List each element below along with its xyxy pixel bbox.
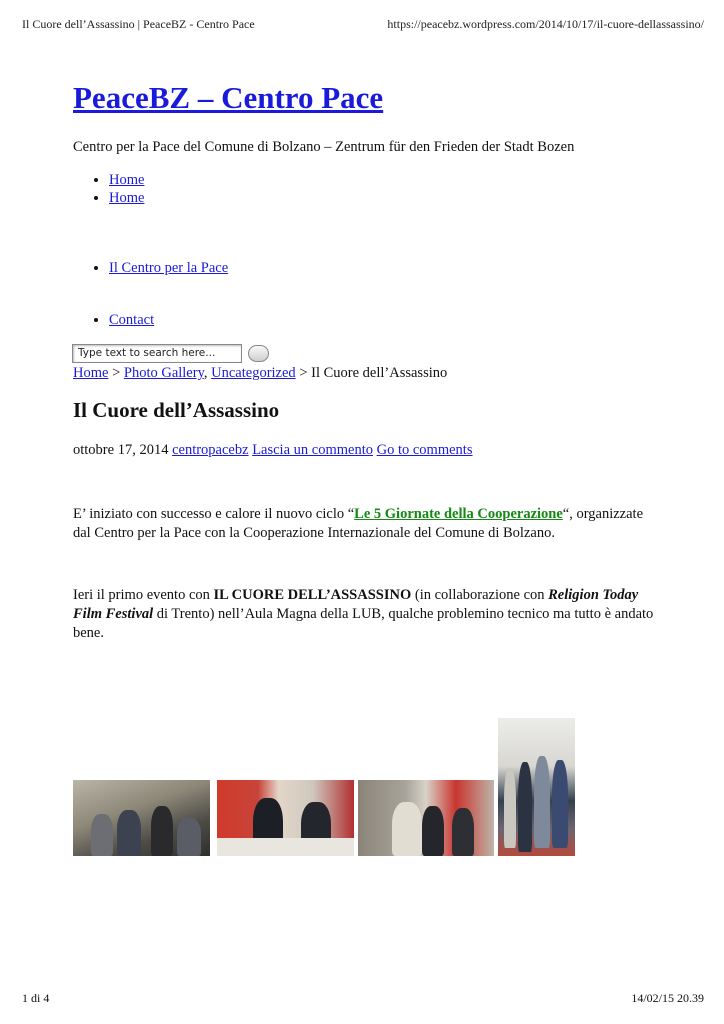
site-title-link[interactable]: PeaceBZ – Centro Pace (73, 80, 384, 115)
print-header-url: https://peacebz.wordpress.com/2014/10/17/il-cuore-dellassassino/ (387, 17, 704, 31)
cooperazione-link[interactable]: Le 5 Giornate della Cooperazione (354, 506, 563, 522)
nav-item-home (109, 171, 144, 189)
post-title: Il Cuore dell’Assassino (73, 398, 280, 422)
search-button[interactable] (248, 345, 269, 362)
nav-menu-centro (73, 259, 228, 277)
go-to-comments-link[interactable]: Go to comments (376, 442, 473, 458)
breadcrumb-current: Il Cuore dell’Assassino (311, 365, 448, 381)
nav-link-centro[interactable]: Il Centro per la Pace (109, 260, 229, 276)
print-header-title: Il Cuore dell’Assassino | PeaceBZ - Centro Pace (22, 17, 255, 31)
breadcrumb-separator: > (108, 365, 124, 381)
post-paragraph-2 (73, 586, 663, 643)
footer-page-number: 1 di 4 (22, 991, 50, 1005)
gallery-photo-2[interactable] (217, 780, 354, 856)
gallery-photo-3[interactable] (358, 780, 494, 856)
post-author-link[interactable]: centropacebz (172, 442, 249, 458)
search-input[interactable]: Type text to search here... (72, 344, 242, 363)
p1-text-before: E’ iniziato con successo e calore il nuovo ciclo “ (73, 506, 355, 522)
p1-text-after: “, organizzate dal Centro per la Pace con la Cooperazione Internazionale del Comune di Bolzano. (73, 506, 644, 541)
nav-menu-contact (73, 311, 154, 329)
p2-text-c: di Trento) nell’Aula Magna della LUB, qualche problemino tecnico ma tutto è andato bene. (73, 606, 654, 641)
post-date: ottobre 17, 2014 (73, 442, 169, 458)
footer-timestamp: 14/02/15 20.39 (631, 991, 704, 1005)
breadcrumb-home[interactable]: Home (73, 365, 109, 381)
nav-link-home[interactable]: Home (109, 172, 145, 188)
nav-link-home-2[interactable]: Home (109, 190, 145, 206)
breadcrumb (73, 365, 447, 382)
nav-item-contact (109, 311, 154, 329)
gallery-photo-1[interactable] (73, 780, 210, 856)
gallery-photo-4[interactable] (498, 718, 575, 856)
p2-festival-name: Religion Today Film Festival (73, 587, 639, 622)
p2-text-b: (in collaborazione con (411, 587, 549, 603)
site-description: Centro per la Pace del Comune di Bolzano – Zentrum für den Frieden der Stadt Bozen (73, 139, 575, 155)
nav-menu (73, 171, 144, 207)
nav-link-contact[interactable]: Contact (109, 312, 155, 328)
nav-item-centro (109, 259, 228, 277)
post-meta (73, 442, 472, 459)
post-paragraph-1 (73, 505, 663, 543)
breadcrumb-uncategorized[interactable]: Uncategorized (211, 365, 296, 381)
breadcrumb-separator-2: > (295, 365, 312, 381)
p2-film-title: IL CUORE DELL’ASSASSINO (213, 587, 412, 603)
leave-comment-link[interactable]: Lascia un commento (252, 442, 373, 458)
breadcrumb-photo-gallery[interactable]: Photo Gallery (123, 365, 204, 381)
p2-text-a: Ieri il primo evento con (73, 587, 214, 603)
breadcrumb-comma: , (203, 365, 212, 381)
nav-item-home-2 (109, 189, 144, 207)
